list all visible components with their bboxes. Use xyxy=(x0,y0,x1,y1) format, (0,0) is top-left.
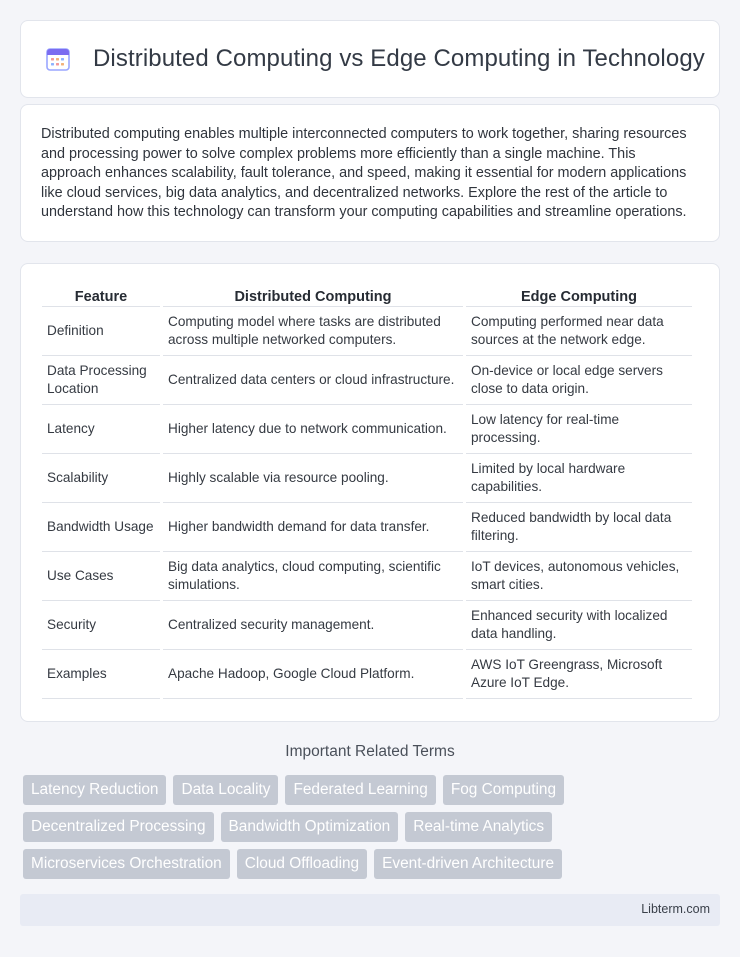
related-terms-list xyxy=(23,775,723,886)
document-list-icon xyxy=(45,46,71,72)
tag-event-driven-architecture[interactable]: Event-driven Architecture xyxy=(374,849,562,879)
tag-row xyxy=(23,849,723,879)
tag-federated-learning[interactable]: Federated Learning xyxy=(285,775,435,805)
tag-real-time-analytics[interactable]: Real-time Analytics xyxy=(405,812,552,842)
tag-cloud-offloading[interactable]: Cloud Offloading xyxy=(237,849,367,879)
edge-cell: Enhanced security with localized data handling. xyxy=(466,601,692,650)
edge-cell: AWS IoT Greengrass, Microsoft Azure IoT Edge. xyxy=(466,650,692,699)
header-card xyxy=(20,20,720,98)
distributed-cell: Higher latency due to network communication. xyxy=(163,405,463,454)
table-row xyxy=(42,307,692,356)
table-row xyxy=(42,650,692,699)
tag-data-locality[interactable]: Data Locality xyxy=(173,775,278,805)
tag-row xyxy=(23,775,723,805)
distributed-cell: Highly scalable via resource pooling. xyxy=(163,454,463,503)
distributed-cell: Higher bandwidth demand for data transfer. xyxy=(163,503,463,552)
comparison-table-card xyxy=(20,263,720,722)
intro-paragraph: Distributed computing enables multiple interconnected computers to work together, sharing resources and processing power to solve complex problems more efficiently than a single machine. This approach enhances scalability, fault tolerance, and speed, making it essential for modern applications like cloud services, big data analytics, and decentralized networks. Explore the rest of the article to understand how this technology can transform your computing capabilities and streamline operations. xyxy=(41,126,687,221)
distributed-cell: Centralized security management. xyxy=(163,601,463,650)
tag-bandwidth-optimization[interactable]: Bandwidth Optimization xyxy=(221,812,399,842)
feature-cell: Security xyxy=(42,601,160,650)
feature-cell: Latency xyxy=(42,405,160,454)
feature-cell: Definition xyxy=(42,307,160,356)
distributed-cell: Computing model where tasks are distributed across multiple networked computers. xyxy=(163,307,463,356)
distributed-cell: Big data analytics, cloud computing, scientific simulations. xyxy=(163,552,463,601)
table-header-row xyxy=(42,286,692,307)
edge-cell: Low latency for real-time processing. xyxy=(466,405,692,454)
header-distributed: Distributed Computing xyxy=(163,286,463,307)
feature-cell: Data Processing Location xyxy=(42,356,160,405)
edge-cell: Limited by local hardware capabilities. xyxy=(466,454,692,503)
tag-fog-computing[interactable]: Fog Computing xyxy=(443,775,564,805)
edge-cell: Reduced bandwidth by local data filtering. xyxy=(466,503,692,552)
header-edge: Edge Computing xyxy=(466,286,692,307)
tag-microservices-orchestration[interactable]: Microservices Orchestration xyxy=(23,849,230,879)
page-title: Distributed Computing vs Edge Computing in Technology xyxy=(93,45,705,72)
header-feature: Feature xyxy=(42,286,160,307)
feature-cell: Examples xyxy=(42,650,160,699)
table-row xyxy=(42,356,692,405)
feature-cell: Scalability xyxy=(42,454,160,503)
footer-brand-link[interactable]: Libterm.com xyxy=(641,902,710,916)
table-row xyxy=(42,601,692,650)
footer xyxy=(20,894,720,926)
edge-cell: IoT devices, autonomous vehicles, smart cities. xyxy=(466,552,692,601)
edge-cell: Computing performed near data sources at the network edge. xyxy=(466,307,692,356)
tag-latency-reduction[interactable]: Latency Reduction xyxy=(23,775,166,805)
tag-decentralized-processing[interactable]: Decentralized Processing xyxy=(23,812,214,842)
comparison-table xyxy=(39,286,695,699)
table-row xyxy=(42,405,692,454)
distributed-cell: Apache Hadoop, Google Cloud Platform. xyxy=(163,650,463,699)
feature-cell: Use Cases xyxy=(42,552,160,601)
feature-cell: Bandwidth Usage xyxy=(42,503,160,552)
tag-row xyxy=(23,812,723,842)
table-row xyxy=(42,503,692,552)
intro-card xyxy=(20,104,720,242)
related-terms-title: Important Related Terms xyxy=(285,743,455,760)
table-row xyxy=(42,552,692,601)
distributed-cell: Centralized data centers or cloud infrastructure. xyxy=(163,356,463,405)
table-row xyxy=(42,454,692,503)
edge-cell: On-device or local edge servers close to data origin. xyxy=(466,356,692,405)
